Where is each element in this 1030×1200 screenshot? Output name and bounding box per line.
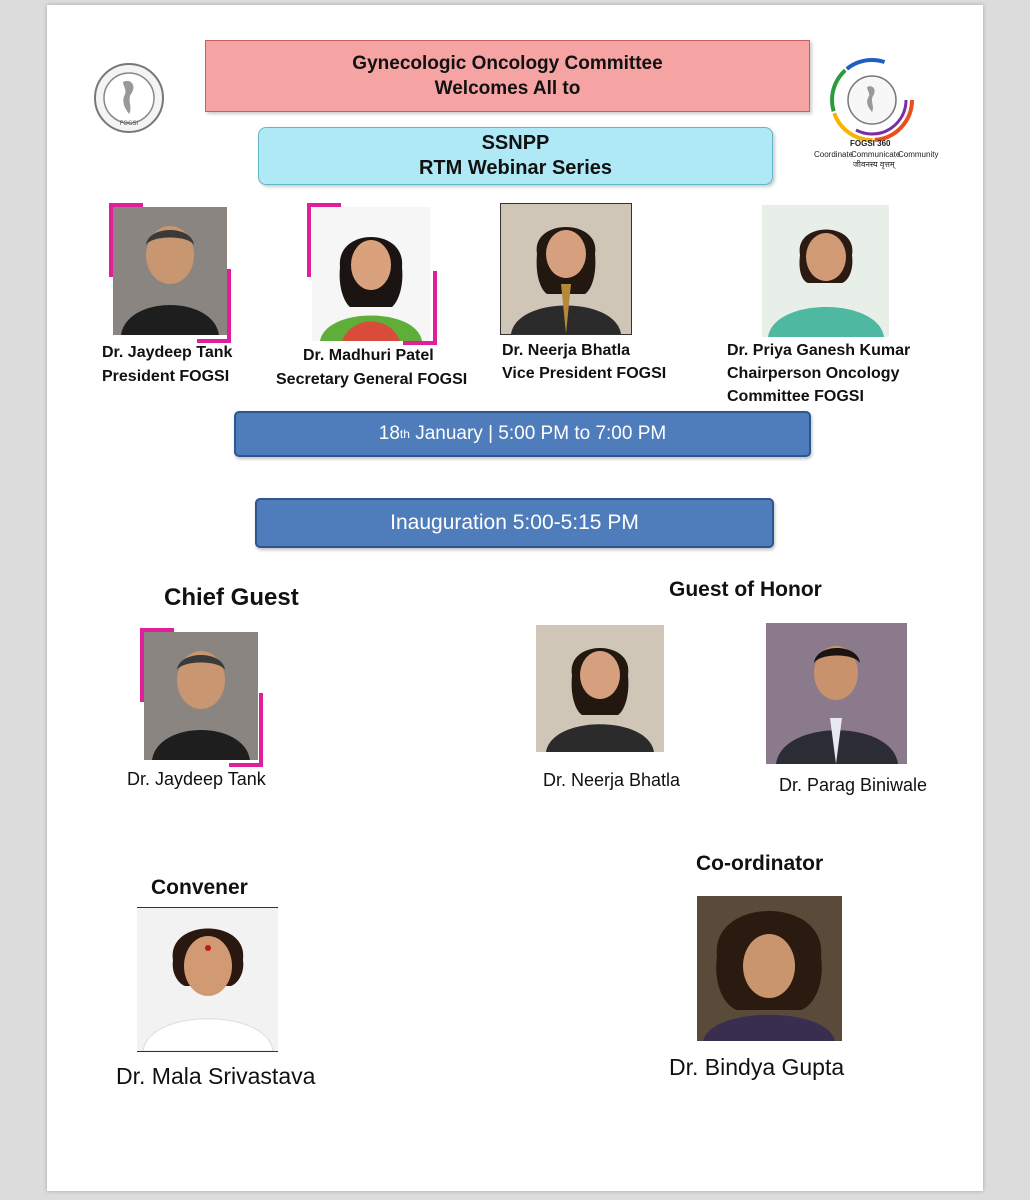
official-name: Dr. Priya Ganesh Kumar xyxy=(727,342,911,359)
logo-tagline-3: Community xyxy=(898,150,939,159)
official-name: Dr. Neerja Bhatla xyxy=(502,342,631,359)
date-time-bar xyxy=(234,411,811,457)
svg-text:FOGSI: FOGSI xyxy=(119,120,139,127)
fogsi-360-logo xyxy=(827,55,917,145)
official-role: Committee FOGSI xyxy=(727,388,864,405)
official-name: Dr. Madhuri Patel xyxy=(303,347,434,364)
date-day-suffix: th xyxy=(399,427,410,441)
logo-tagline-2: Communicate xyxy=(851,150,901,159)
guest-of-honor-photo xyxy=(536,625,664,752)
chief-guest-heading: Chief Guest xyxy=(164,584,299,611)
logo-motto: जीवनस्य वृत्तम् xyxy=(853,160,895,169)
chief-guest-photo xyxy=(144,632,258,760)
official-role: Vice President FOGSI xyxy=(502,365,667,382)
guest-of-honor-photo xyxy=(766,623,907,764)
fogsi-seal-logo xyxy=(93,62,165,134)
header-banner xyxy=(205,40,810,112)
official-photo xyxy=(312,207,430,341)
guest-of-honor-name: Dr. Neerja Bhatla xyxy=(543,770,681,790)
official-role: Secretary General FOGSI xyxy=(276,371,468,388)
official-name: Dr. Jaydeep Tank xyxy=(102,344,233,361)
logo-tagline-1: Coordinate xyxy=(814,150,854,159)
official-role: Chairperson Oncology xyxy=(727,365,900,382)
flyer-page xyxy=(47,5,983,1191)
inauguration-bar: Inauguration 5:00-5:15 PM xyxy=(255,498,774,548)
official-photo xyxy=(500,203,632,335)
convener-name: Dr. Mala Srivastava xyxy=(116,1063,316,1089)
series-line-1: SSNPP xyxy=(481,132,550,154)
coordinator-photo xyxy=(697,896,842,1041)
date-day: 18 xyxy=(378,423,400,444)
convener-heading: Convener xyxy=(151,876,248,899)
guest-of-honor-name: Dr. Parag Biniwale xyxy=(779,775,928,795)
series-banner xyxy=(258,127,773,185)
header-line-1: Gynecologic Oncology Committee xyxy=(352,53,663,74)
coordinator-heading: Co-ordinator xyxy=(696,852,824,875)
official-photo xyxy=(762,205,889,337)
logo-title: FOGSI 360 xyxy=(850,139,891,148)
official-role: President FOGSI xyxy=(102,368,230,385)
chief-guest-name: Dr. Jaydeep Tank xyxy=(127,769,266,789)
convener-photo xyxy=(137,907,278,1052)
series-line-2: RTM Webinar Series xyxy=(418,157,613,179)
official-photo xyxy=(113,207,227,335)
guest-of-honor-heading: Guest of Honor xyxy=(669,578,822,601)
date-rest: January | 5:00 PM to 7:00 PM xyxy=(409,423,667,444)
coordinator-name: Dr. Bindya Gupta xyxy=(669,1054,845,1080)
header-line-2: Welcomes All to xyxy=(434,78,581,99)
